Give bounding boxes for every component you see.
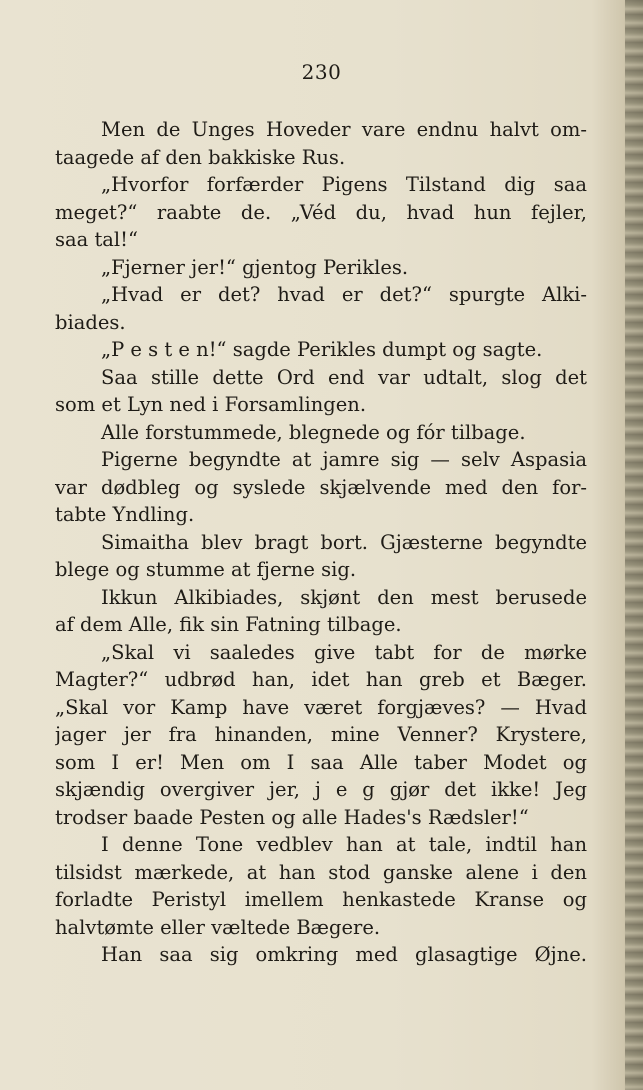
text-line: var dødbleg og syslede skjælvende med den for- [55, 475, 587, 499]
text-line: skjændig overgiver jer, j e g gjør det ikke! Jeg [55, 778, 587, 801]
text-line: forladte Peristyl imellem henkastede Kranse og [55, 888, 587, 911]
text-line: Ikkun Alkibiades, skjønt den mest berusede [101, 585, 587, 609]
text-line: saa tal!“ [55, 228, 138, 251]
text-line: „Skal vi saaledes give tabt for de mørke [101, 640, 587, 664]
text-line: tilsidst mærkede, at han stod ganske alene i den [55, 860, 587, 884]
text-line: „Hvorfor forfærder Pigens Tilstand dig saa [101, 173, 587, 196]
text-line: Pigerne begyndte at jamre sig — selv Aspasia [101, 448, 587, 471]
page-number: 230 [301, 60, 342, 84]
text-line: som I er! Men om I saa Alle taber Modet og [55, 750, 587, 774]
text-line: Alle forstummede, blegnede og fór tilbage. [101, 420, 526, 444]
text-line: biades. [55, 310, 126, 334]
text-line: „P e s t e n!“ sagde Perikles dumpt og sagte. [101, 338, 543, 361]
text-line: I denne Tone vedblev han at tale, indtil han [101, 833, 587, 856]
text-line: Han saa sig omkring med glasagtige Øjne. [101, 943, 587, 966]
text-line: jager jer fra hinanden, mine Venner? Krystere, [55, 723, 587, 746]
body-text [55, 116, 587, 969]
text-line: som et Lyn ned i Forsamlingen. [55, 393, 367, 416]
text-line: Men de Unges Hoveder vare endnu halvt om- [101, 118, 587, 141]
text-line: „Hvad er det? hvad er det?“ spurgte Alki- [101, 283, 587, 306]
text-line: meget?“ raabte de. „Véd du, hvad hun fejler, [55, 200, 587, 224]
text-line: blege og stumme at fjerne sig. [55, 558, 357, 581]
text-line: „Skal vor Kamp have været forgjæves? — Hvad [55, 695, 587, 719]
text-line: taagede af den bakkiske Rus. [55, 145, 346, 169]
text-line: Magter?“ udbrød han, idet han greb et Bæger. [55, 668, 587, 691]
text-line: af dem Alle, fik sin Fatning tilbage. [55, 613, 402, 636]
text-line: Simaitha blev bragt bort. Gjæsterne begyndte [101, 530, 587, 554]
text-line: trodser baade Pesten og alle Hades's Rædsler!“ [55, 805, 529, 829]
text-line: „Fjerner jer!“ gjentog Perikles. [101, 255, 409, 279]
text-line: tabte Yndling. [55, 503, 195, 526]
text-line: halvtømte eller væltede Bægere. [55, 915, 381, 939]
text-line: Saa stille dette Ord end var udtalt, slog det [101, 365, 587, 389]
page-edge-shading [625, 0, 643, 1090]
